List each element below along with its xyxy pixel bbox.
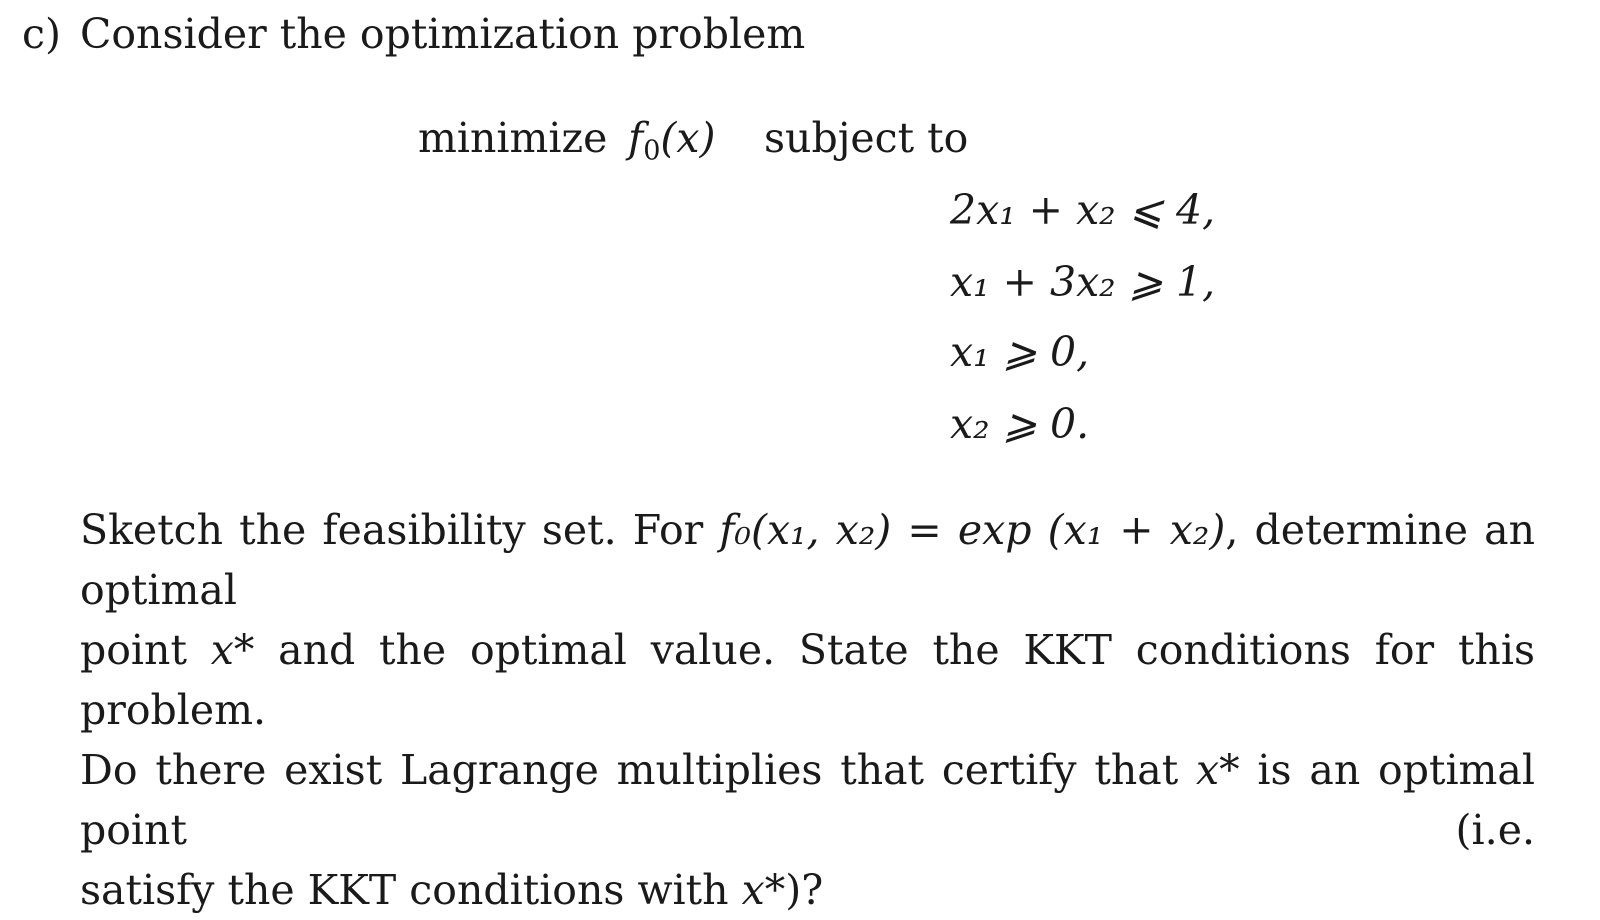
optimal-point-symbol: x* bbox=[210, 626, 255, 674]
optimal-point-symbol: x* bbox=[1196, 746, 1240, 794]
objective-function bbox=[628, 114, 716, 167]
question-paragraph bbox=[80, 500, 1535, 920]
question-line-3 bbox=[80, 740, 1535, 860]
minimize-keyword: minimize bbox=[418, 114, 608, 162]
intro-text: Consider the optimization problem bbox=[80, 10, 806, 58]
question-text: Do there exist Lagrange multiplies that certify that bbox=[80, 746, 1196, 794]
question-text: Sketch the feasibility set. For bbox=[80, 506, 720, 554]
constraint-3: x₁ ⩾ 0, bbox=[950, 328, 1090, 376]
constraint-1: 2x₁ + x₂ ⩽ 4, bbox=[950, 186, 1216, 234]
question-line-4 bbox=[80, 860, 1535, 920]
question-line-1 bbox=[80, 500, 1535, 620]
question-text: satisfy the KKT conditions with bbox=[80, 866, 742, 914]
objective-symbol: f bbox=[628, 114, 644, 162]
constraint-2: x₁ + 3x₂ ⩾ 1, bbox=[950, 258, 1216, 306]
subject-to-keyword: subject to bbox=[764, 114, 969, 162]
question-text: and the optimal value. State the KKT conditions for this problem. bbox=[80, 626, 1535, 734]
question-text: point bbox=[80, 626, 211, 674]
question-text: )? bbox=[785, 866, 824, 914]
constraint-4: x₂ ⩾ 0. bbox=[950, 400, 1090, 448]
objective-definition: f₀(x₁, x₂) = exp (x₁ + x₂) bbox=[719, 506, 1226, 554]
optimal-point-symbol: x* bbox=[741, 866, 786, 914]
question-line-2 bbox=[80, 620, 1535, 740]
question-text: , determine an optimal bbox=[80, 506, 1535, 614]
objective-argument: (x) bbox=[660, 114, 716, 162]
question-text: is an optimal point (i.e. bbox=[80, 746, 1535, 854]
objective-subscript: 0 bbox=[643, 135, 661, 167]
part-label: c) bbox=[22, 10, 61, 58]
